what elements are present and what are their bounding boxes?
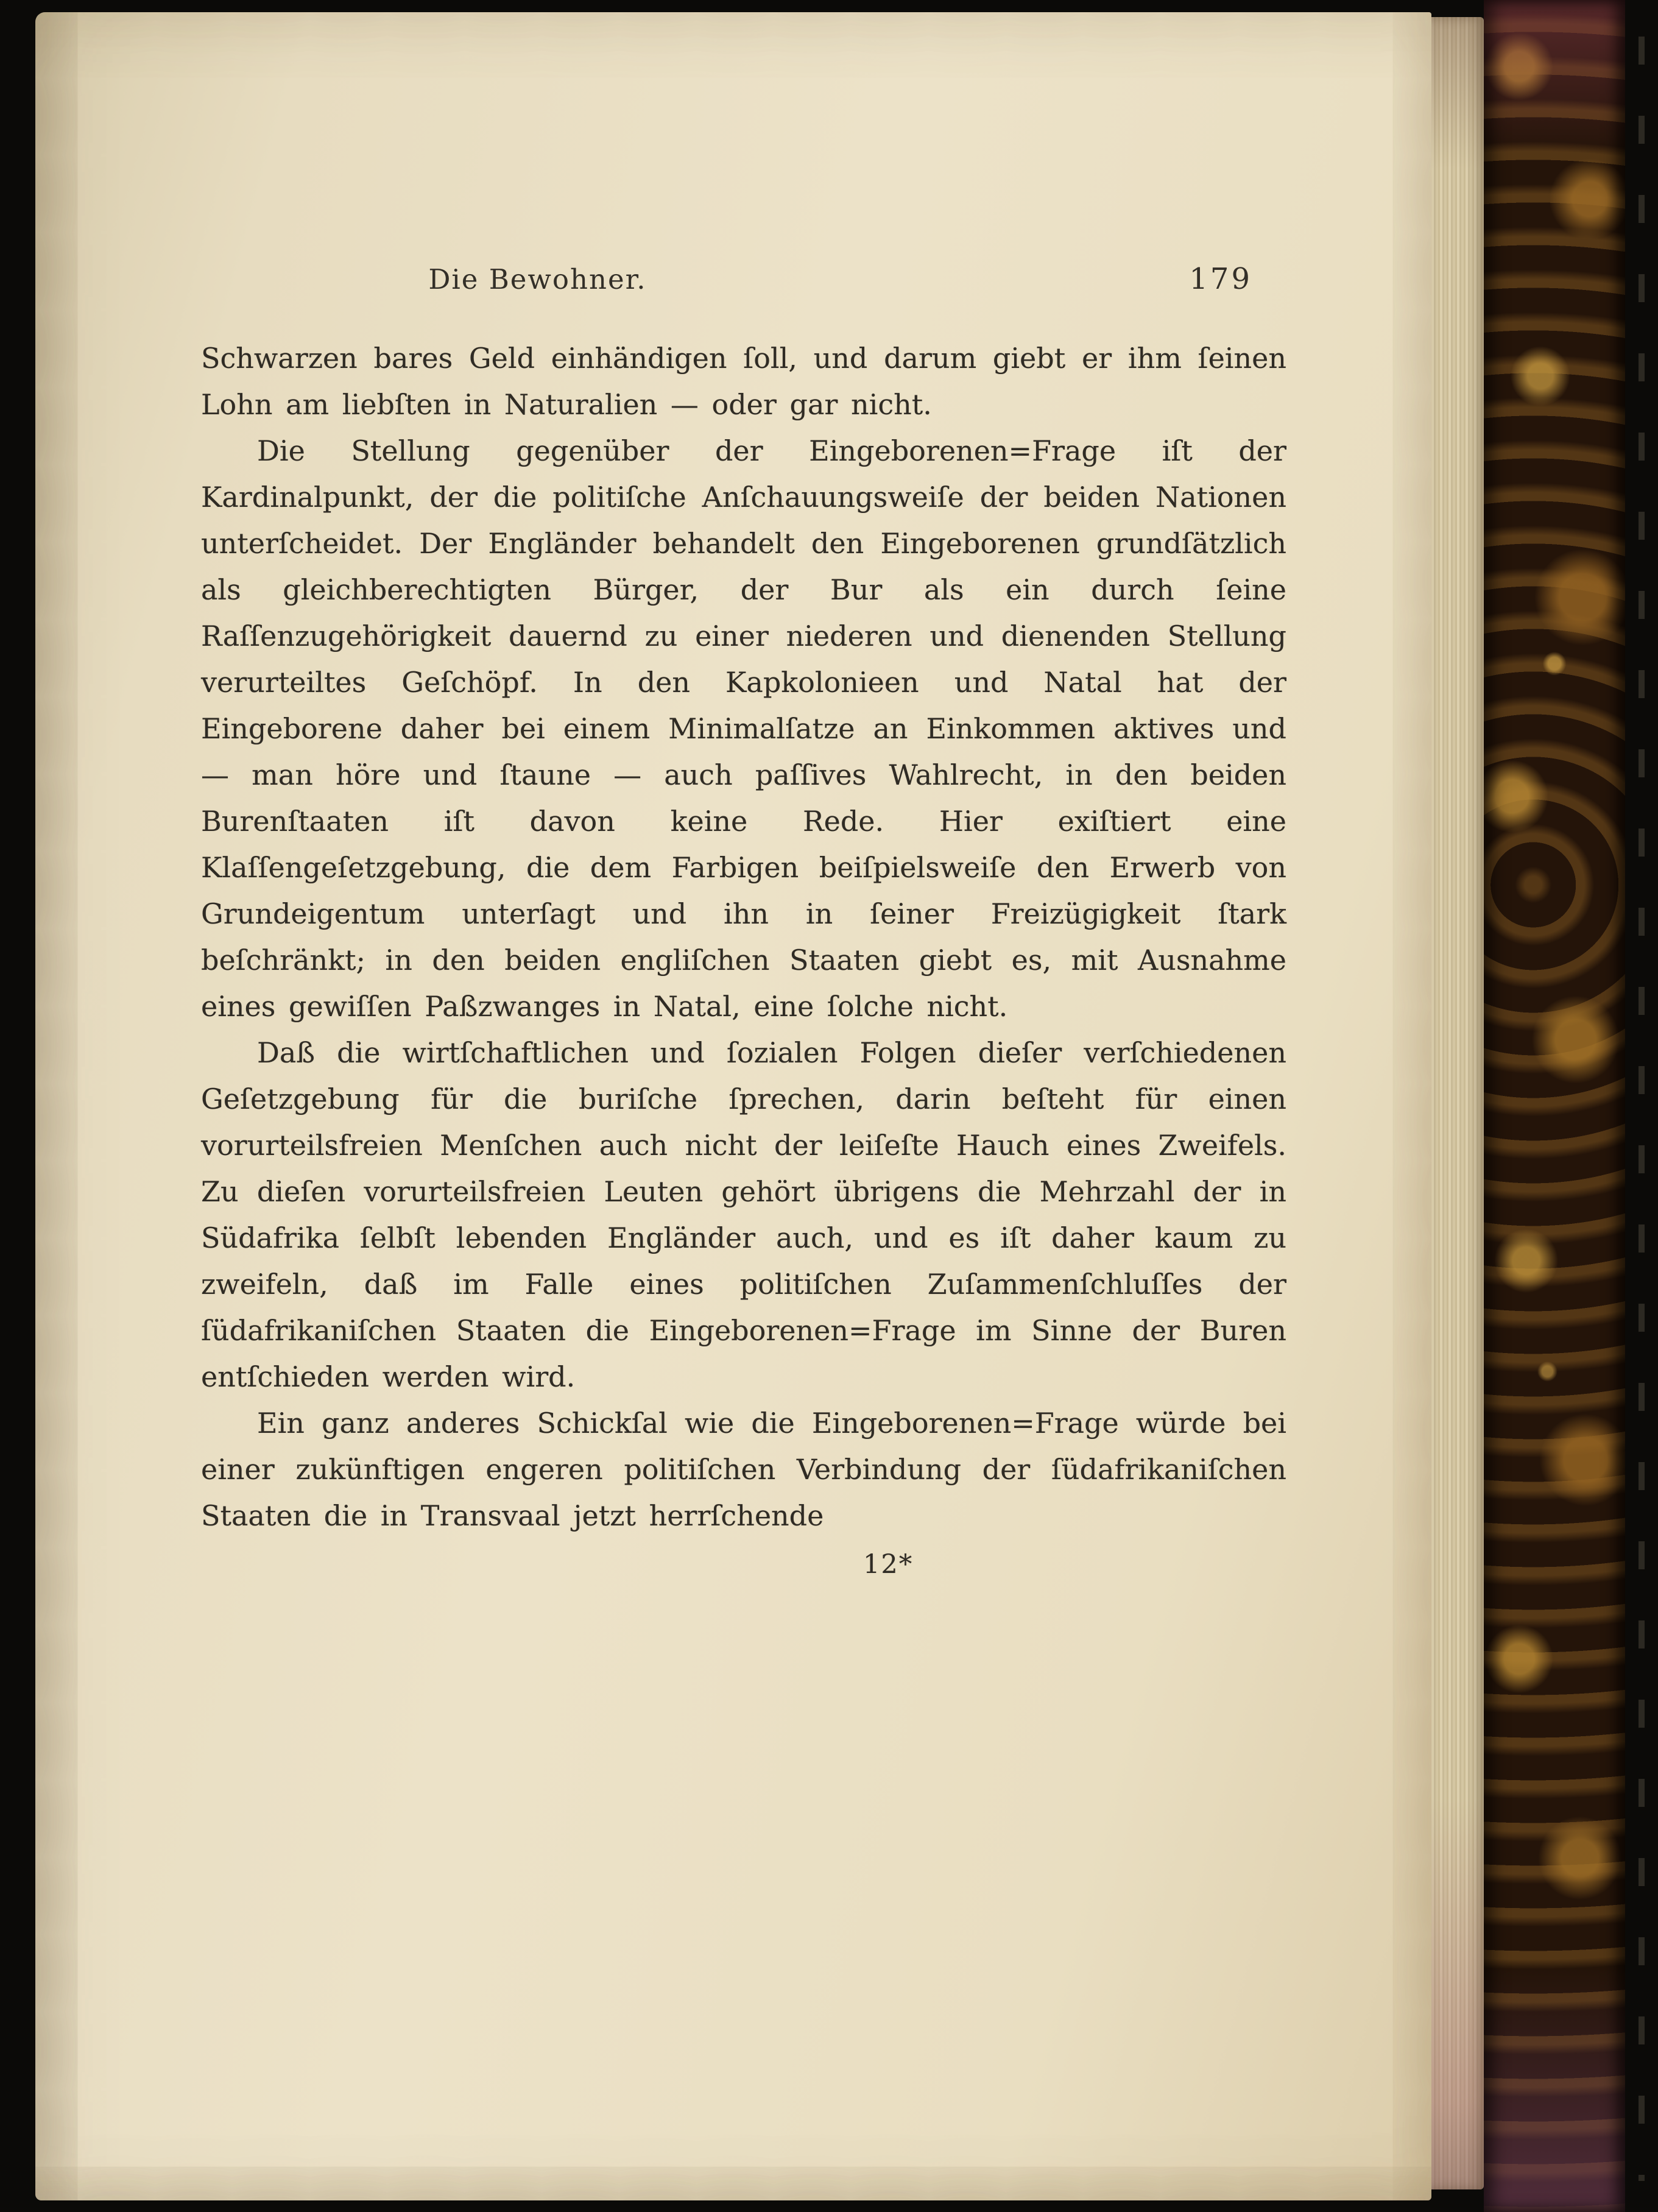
running-title: Die Bewohner. [428,263,647,295]
paragraph: Die Stellung gegenüber der Eingeborenen=Frage iſt der Kardinalpunkt, der die politiſche Anſchauungsweiſe der beiden Nationen unterſcheidet. Der Engländer behandelt den Eingeborenen grundſätzlich als gleichberechtigten Bürger, der Bur als ein durch ſeine Raſſenzugehörigkeit dauernd zu einer niederen und dienenden Stellung verurteiltes Geſchöpf. In den Kapkolonieen und Natal hat der Eingeborene daher bei einem Minimalſatze an Einkommen aktives und — man höre und ſtaune — auch paſſives Wahlrecht, in den beiden Burenſtaaten iſt davon keine Rede. Hier exiſtiert eine Klaſſengeſetzgebung, die dem Farbigen beiſpielsweiſe den Erwerb von Grundeigentum unterſagt und ihn in ſeiner Freizügigkeit ſtark beſchränkt; in den beiden engliſchen Staaten giebt es, mit Ausnahme eines gewiſſen Paßzwanges in Natal, eine ſolche nicht. [201,434,1286,1023]
binding-stitch-marks [1639,37,1645,2181]
page-header [201,263,1286,306]
paragraph: Ein ganz anderes Schickſal wie die Eingeborenen=Frage würde bei einer zukünftigen engeren politiſchen Verbindung der ſüdafrikaniſchen Staaten die in Transvaal jetzt herrſchende [201,1407,1286,1532]
text-block [201,335,1286,1588]
paragraph-continuation: Schwarzen bares Geld einhändigen ſoll, und darum giebt er ihm ſeinen Lohn am liebſten in Naturalien — oder gar nicht. [201,342,1286,421]
paragraph: Daß die wirtſchaftlichen und ſozialen Folgen dieſer verſchiedenen Geſetzgebung für die buriſche ſprechen, darin beſteht für einen vorurteilsfreien Menſchen auch nicht der leiſeſte Hauch eines Zweifels. Zu dieſen vorurteilsfreien Leuten gehört übrigens die Mehrzahl der in Südafrika ſelbſt lebenden Engländer auch, und es iſt daher kaum zu zweifeln, daß im Falle eines politiſchen Zuſammenſchluſſes der ſüdafrikaniſchen Staaten die Eingeborenen=Frage im Sinne der Buren entſchieden werden wird. [201,1036,1286,1393]
fore-edge-page-stack [1431,17,1484,2189]
book-page [35,12,1431,2200]
marbled-cover-edge [1484,0,1625,2212]
signature-mark: 12* [863,1549,914,1580]
page-number: 179 [1189,262,1252,296]
